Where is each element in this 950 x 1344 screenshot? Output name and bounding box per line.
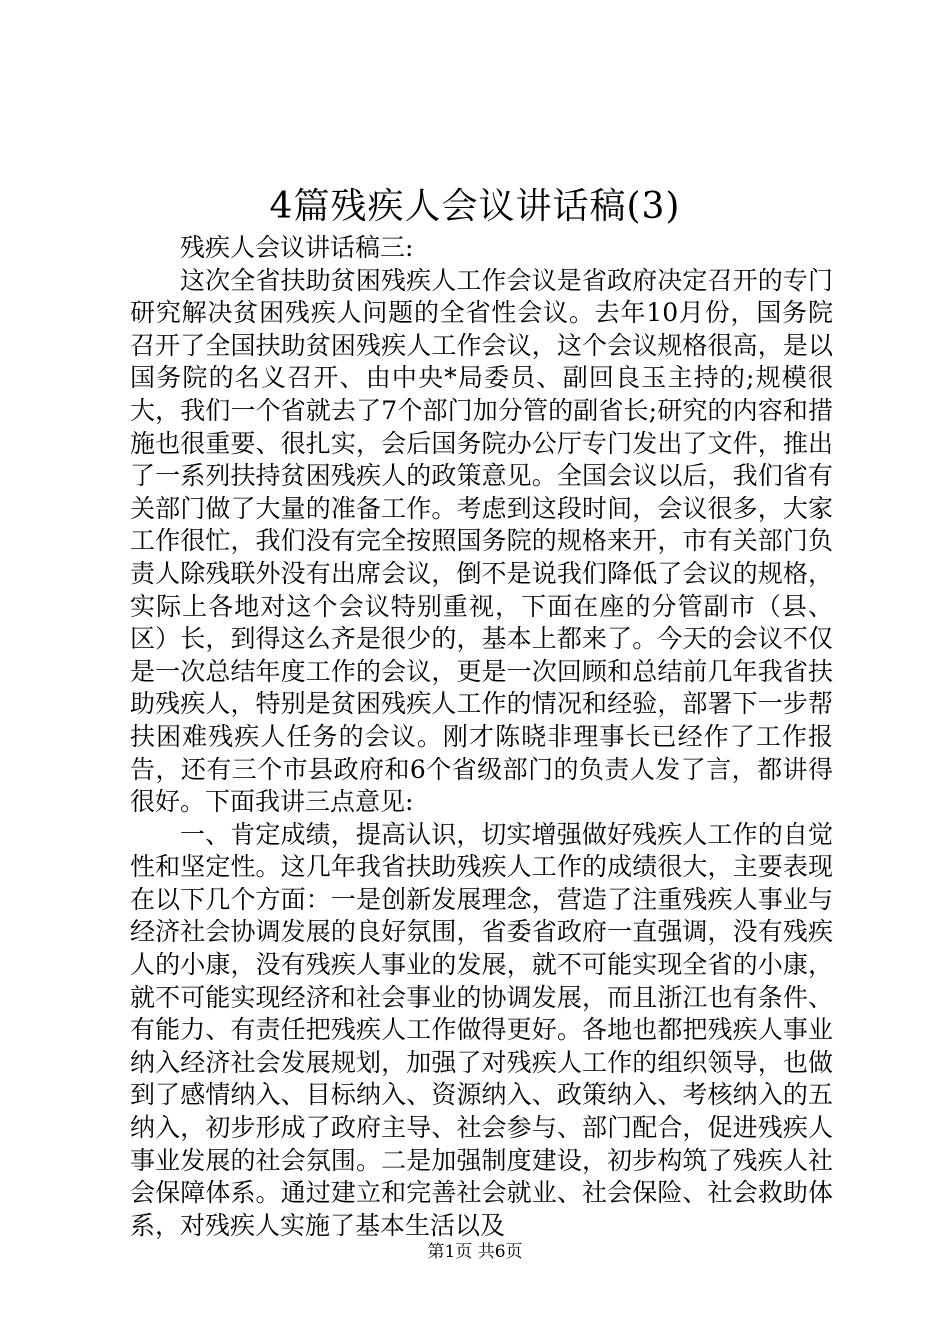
paragraph-1: 这次全省扶助贫困残疾人工作会议是省政府决定召开的专门研究解决贫困残疾人问题的全省性会议。去年10月份，国务院召开了全国扶助贫困残疾人工作会议，这个会议规格很高，是以国务院的名义召开、由中央*局委员、副回良玉主持的;规模很大，我们一个省就去了7个部门加分管的副省长;研究的内容和措施也很重要、很扎实，会后国务院办公厅专门发出了文件，推出了一系列扶持贫困残疾人的政策意见。全国会议以后，我们省有关部门做了大量的准备工作。考虑到这段时间，会议很多，大家工作很忙，我们没有完全按照国务院的规格来开，市有关部门负责人除残联外没有出席会议，倒不是说我们降低了会议的规格，实际上各地对这个会议特别重视，下面在座的分管副市（县、区）长，到得这么齐是很少的，基本上都来了。今天的会议不仅是一次总结年度工作的会议，更是一次回顾和总结前几年我省扶助残疾人，特别是贫困残疾人工作的情况和经验，部署下一步帮扶困难残疾人任务的会议。刚才陈晓非理事长已经作了工作报告，还有三个市县政府和6个省级部门的负责人发了言，都讲得很好。下面我讲三点意见: — [130, 265, 833, 817]
paragraph-2: 一、肯定成绩，提高认识，切实增强做好残疾人工作的自觉性和坚定性。这几年我省扶助残疾人工作的成绩很大，主要表现在以下几个方面：一是创新发展理念，营造了注重残疾人事业与经济社会协调发展的良好氛围，省委省政府一直强调，没有残疾人的小康，没有残疾人事业的发展，就不可能实现全省的小康，就不可能实现经济和社会事业的协调发展，而且浙江也有条件、有能力、有责任把残疾人工作做得更好。各地也都把残疾人事业纳入经济社会发展规划，加强了对残疾人工作的组织领导，也做到了感情纳入、目标纳入、资源纳入、政策纳入、考核纳入的五纳入，初步形成了政府主导、社会参与、部门配合，促进残疾人事业发展的社会氛围。二是加强制度建设，初步构筑了残疾人社会保障体系。通过建立和完善社会就业、社会保险、社会救助体系，对残疾人实施了基本生活以及 — [130, 819, 833, 1240]
paragraph-intro: 残疾人会议讲话稿三: — [180, 233, 414, 262]
document-title: 4篇残疾人会议讲话稿(3) — [269, 186, 681, 227]
page-footer: 第1页 共6页 — [427, 1242, 523, 1262]
document-body — [130, 232, 833, 1242]
